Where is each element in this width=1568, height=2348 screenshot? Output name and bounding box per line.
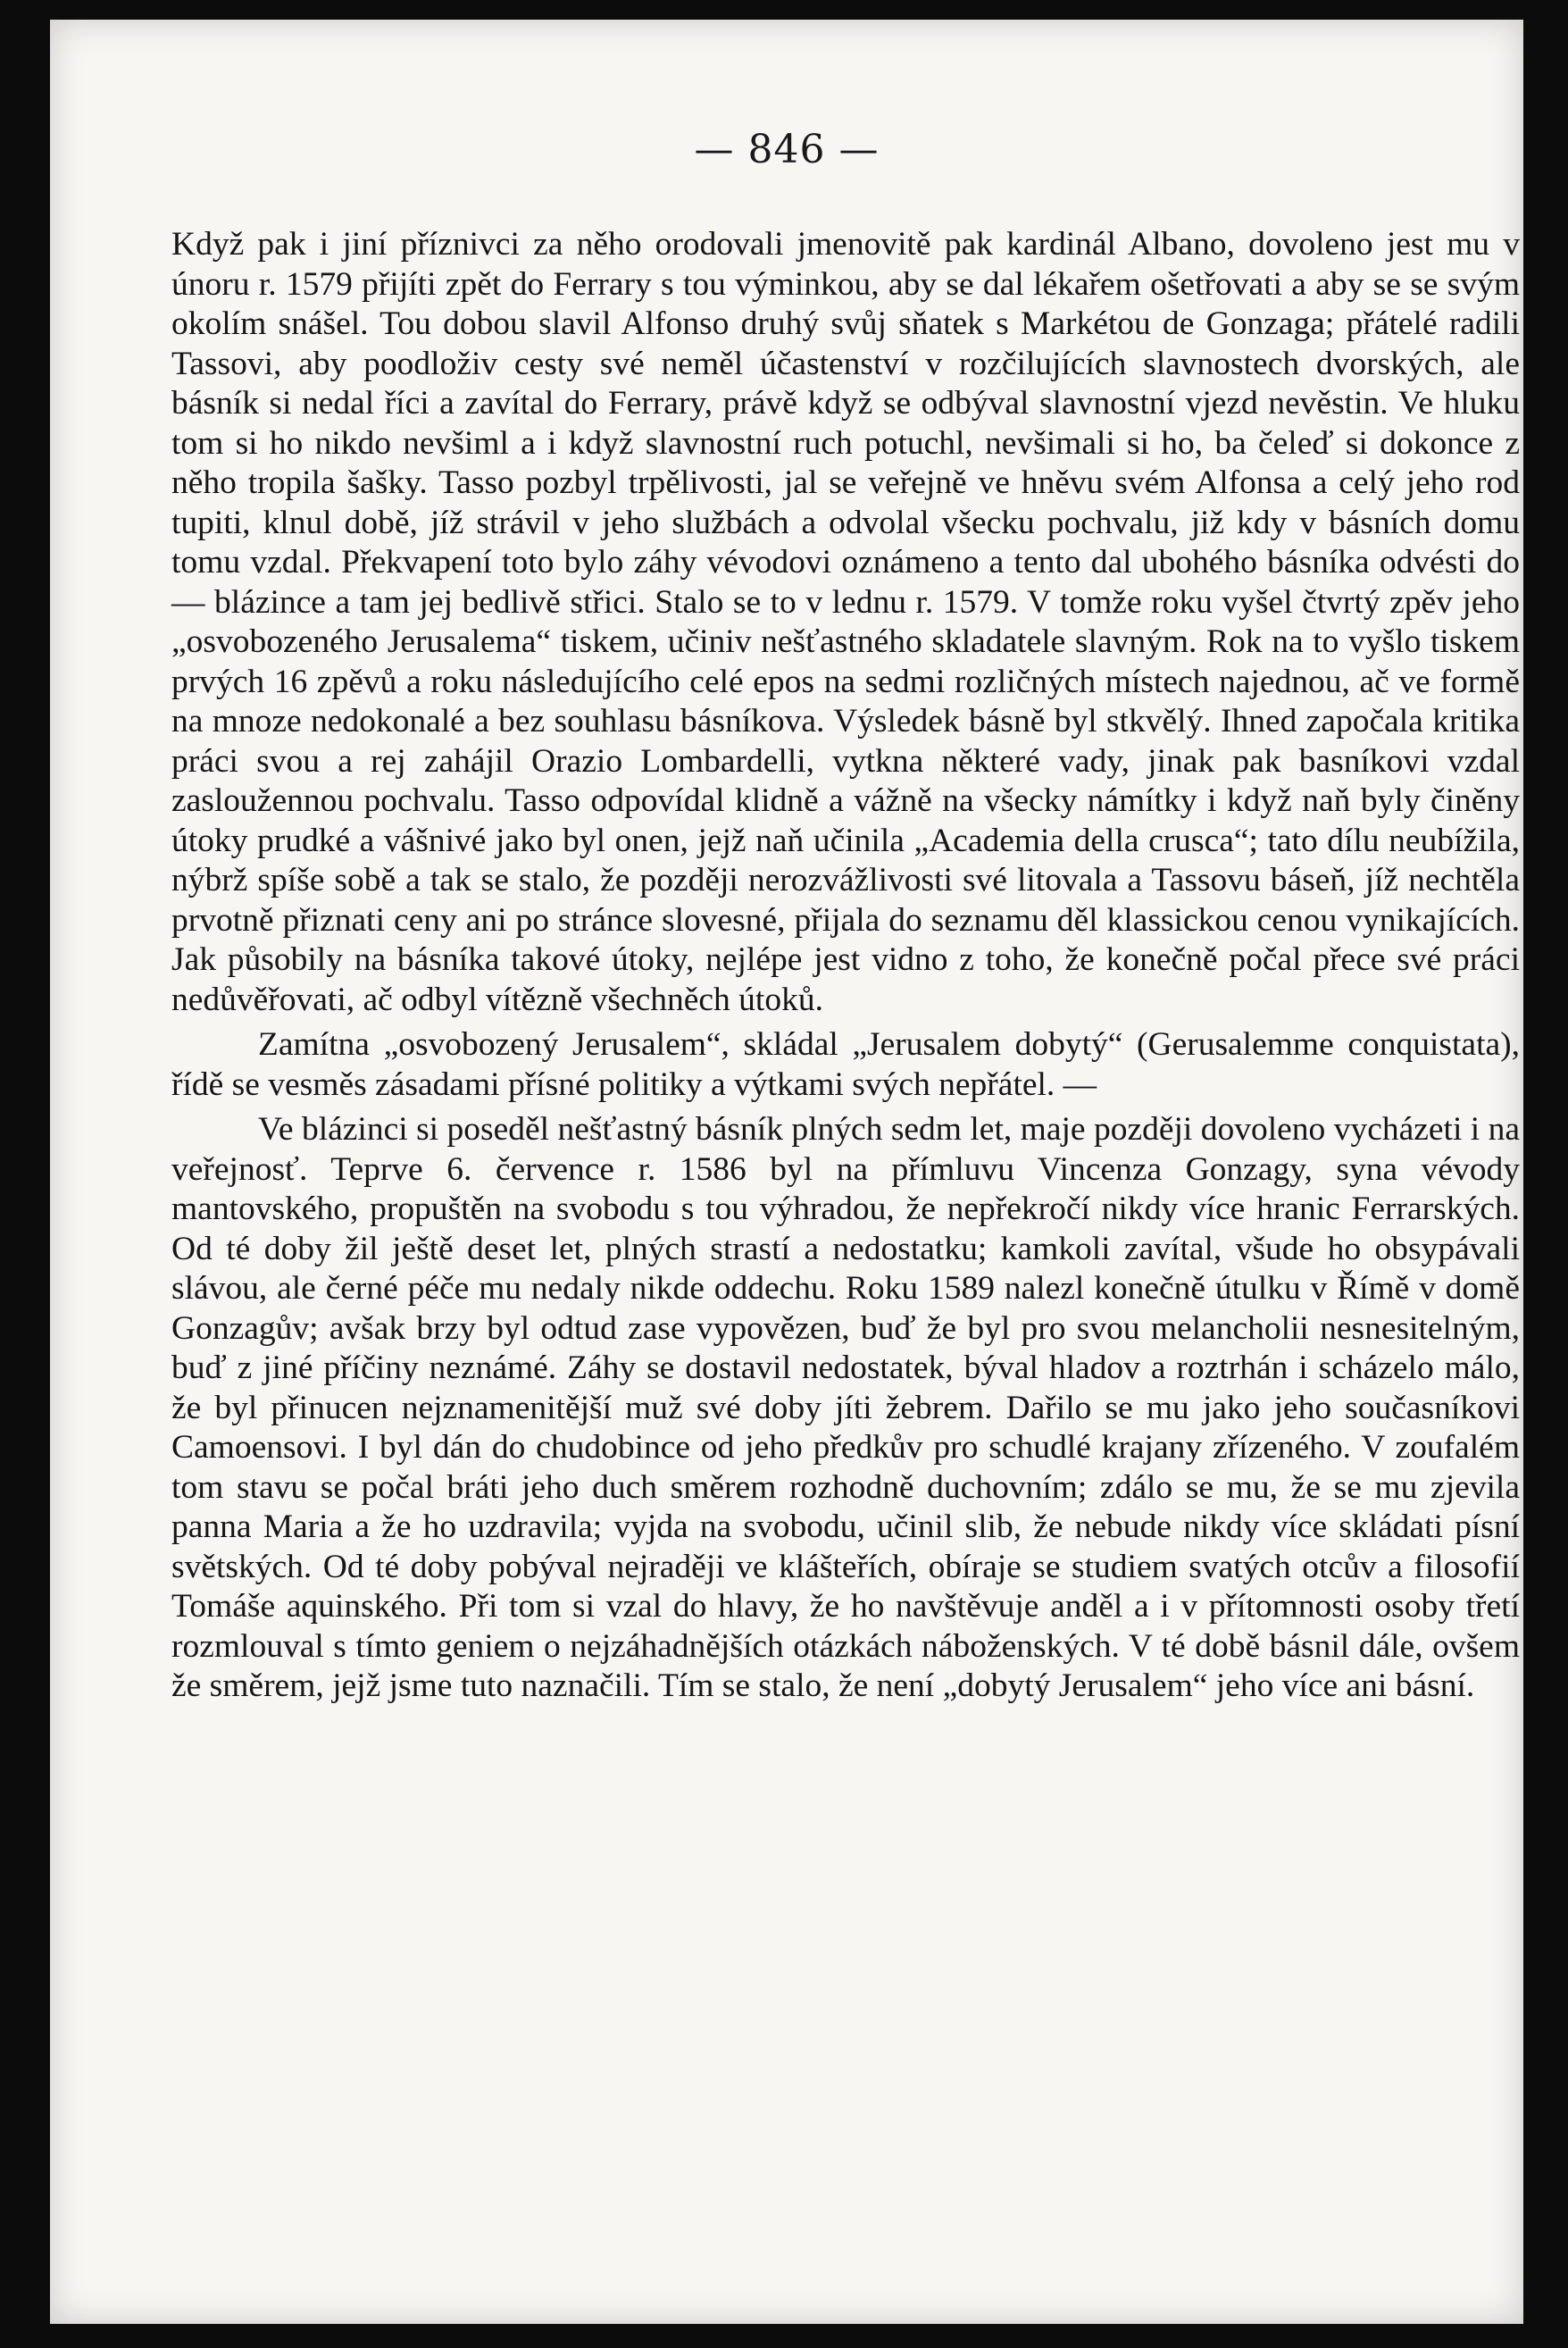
paragraph: Zamítna „osvobozený Jerusalem“, skládal „Jerusalem dobytý“ (Gerusalemme conquistata), řídě se vesměs zásadami přísné politiky a výtkami svých nepřátel. — xyxy=(171,1026,1520,1103)
body-text xyxy=(171,225,1520,1707)
paragraph: Když pak i jiní příznivci za něho orodovali jmenovitě pak kardinál Albano, dovoleno jest mu v únoru r. 1579 přijíti zpět do Ferrary s tou výminkou, aby se dal lékařem ošetřovati a aby se se svým okolím snášel. Tou dobou slavil Alfonso druhý svůj sňatek s Markétou de Gonzaga; přátelé radili Tassovi, aby poodloživ cesty své neměl účastenství v rozčilujících slavnostech dvorských, ale básník si nedal říci a zavítal do Ferrary, právě když se odbýval slavnostní vjezd nevěstin. Ve hluku tom si ho nikdo nevšiml a i když slavnostní ruch potuchl, nevšimali si ho, ba čeleď si dokonce z něho tropila šašky. Tasso pozbyl trpělivosti, jal se veřejně ve hněvu svém Alfonsa a celý jeho rod tupiti, klnul době, jíž strávil v jeho službách a odvolal všecku pochvalu, již kdy v básních domu tomu vzdal. Překvapení toto bylo záhy vévodovi oznámeno a tento dal ubohého básníka odvésti do — blázince a tam jej bedlivě střici. Stalo se to v lednu r. 1579. V tomže roku vyšel čtvrtý zpěv jeho „osvobozeného Jerusalema“ tiskem, učiniv nešťastného skladatele slavným. Rok na to vyšlo tiskem prvých 16 zpěvů a roku následujícího celé epos na sedmi rozličných místech najednou, ač ve formě na mnoze nedokonalé a bez souhlasu básníkova. Výsledek básně byl stkvělý. Ihned započala kritika práci svou a rej zahájil Orazio Lombardelli, vytkna některé vady, jinak pak basníkovi vzdal zasloužennou pochvalu. Tasso odpovídal klidně a vážně na všecky námítky i když naň byly činěny útoky prudké a vášnivé jako byl onen, jejž naň učinila „Academia della crusca“; tato dílu neubížila, nýbrž spíše sobě a tak se stalo, že později nerozvážlivosti své litovala a Tassovu báseň, jíž nechtěla prvotně přiznati ceny ani po stránce slovesné, přijala do seznamu děl klassickou cenou vynikajících. Jak působily na básníka takové útoky, nejlépe jest vidno z toho, že konečně počal přece své práci nedůvěřovati, ač odbyl vítězně všechněch útoků. xyxy=(171,226,1520,1018)
book-page xyxy=(50,20,1523,2324)
paragraph: Ve blázinci si poseděl nešťastný básník plných sedm let, maje později dovoleno vycházeti i na veřejnosť. Teprve 6. července r. 1586 byl na přímluvu Vincenza Gonzagy, syna vévody mantovského, propuštěn na svobodu s tou výhradou, že nepřekročí nikdy více hranic Ferrarských. Od té doby žil ještě deset let, plných strastí a nedostatku; kamkoli zavítal, všude ho obsypávali slávou, ale černé péče mu nedaly nikde oddechu. Roku 1589 nalezl konečně útulku v Římě v domě Gonzagův; avšak brzy byl odtud zase vypovězen, buď že byl pro svou melancholii nesnesitelným, buď z jiné příčiny neznámé. Záhy se dostavil nedostatek, býval hladov a roztrhán i scházelo málo, že byl přinucen nejznamenitější muž své doby jíti žebrem. Dařilo se mu jako jeho současníkovi Camoensovi. I byl dán do chudobince od jeho předkův pro schudlé krajany zřízeného. V zoufalém tom stavu se počal bráti jeho duch směrem rozhodně duchovním; zdálo se mu, že se mu zjevila panna Maria a že ho uzdravila; vyjda na svobodu, učinil slib, že nebude nikdy více skládati písní světských. Od té doby pobýval nejraději ve klášteřích, obíraje se studiem svatých otcův a filosofií Tomáše aquinského. Při tom si vzal do hlavy, že ho navštěvuje anděl a i v přítomnosti osoby třetí rozmlouval s tímto geniem o nejzáhadnějších otázkách náboženských. V té době básnil dále, ovšem že směrem, jejž jsme tuto naznačili. Tím se stalo, že není „dobytý Jerusalem“ jeho více ani básní. xyxy=(171,1111,1520,1704)
page-number: — 846 — xyxy=(694,127,880,172)
